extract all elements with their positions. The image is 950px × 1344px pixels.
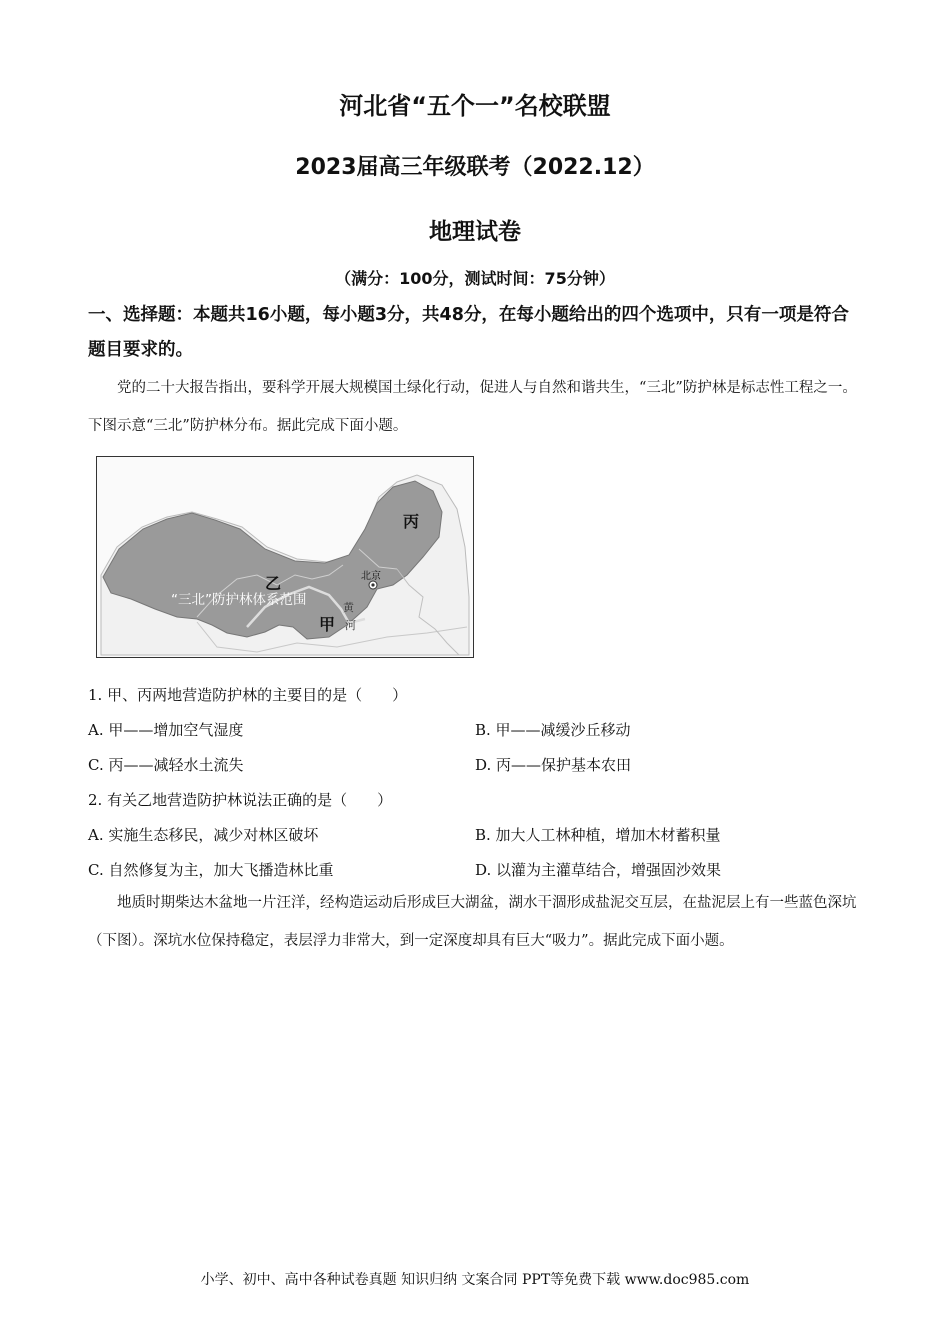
q1-option-d[interactable]: D. 丙——保护基本农田 (475, 756, 632, 774)
map-range-label: “三北”防护林体系范围 (171, 592, 307, 608)
q2-option-d[interactable]: D. 以灌为主灌草结合，增强固沙效果 (475, 861, 722, 879)
map-label-bing: 丙 (403, 512, 420, 531)
exam-title-line2: 2023届高三年级联考（2022.12） (295, 155, 655, 180)
q2-option-a[interactable]: A. 实施生态移民，减少对林区破坏 (88, 826, 319, 844)
q1-option-b[interactable]: B. 甲——减缓沙丘移动 (475, 721, 631, 739)
map-label-yi: 乙 (265, 574, 282, 593)
map-svg (97, 457, 473, 657)
map-label-beijing: 北京 (361, 571, 381, 582)
page-footer: 小学、初中、高中各种试卷真题 知识归纳 文案合同 PPT等免费下载 www.doc985.com (200, 1272, 750, 1288)
question-2-stem: 2. 有关乙地营造防护林说法正确的是（ ） (88, 791, 393, 809)
question-1-stem: 1. 甲、丙两地营造防护林的主要目的是（ ） (88, 686, 408, 704)
beijing-marker-dot (371, 583, 374, 586)
map-label-river-2: 河 (345, 619, 356, 632)
q1-option-a[interactable]: A. 甲——增加空气湿度 (88, 721, 244, 739)
q1-option-c[interactable]: C. 丙——减轻水土流失 (88, 756, 244, 774)
map-label-jia: 甲 (319, 615, 336, 634)
section-heading: 一、选择题：本题共16小题，每小题3分，共48分，在每小题给出的四个选项中，只有一项是符合题目要求的。 (88, 305, 849, 360)
map-figure (96, 456, 474, 658)
map-label-river-1: 黄 (343, 601, 354, 614)
exam-title-line1: 河北省“五个一”名校联盟 (339, 92, 611, 120)
q2-option-c[interactable]: C. 自然修复为主，加大飞播造林比重 (88, 861, 334, 879)
q2-option-b[interactable]: B. 加大人工林种植，增加木材蓄积量 (475, 826, 721, 844)
passage-2: 地质时期柴达木盆地一片汪洋，经构造运动后形成巨大湖盆，湖水干涸形成盐泥交互层，在盐泥层上有一些蓝色深坑（下图）。深坑水位保持稳定，表层浮力非常大，到一定深度却具有巨大“吸力”。据此完成下面小题。 (88, 895, 857, 949)
exam-subject-title: 地理试卷 (429, 219, 521, 245)
passage-1: 党的二十大报告指出，要科学开展大规模国土绿化行动，促进人与自然和谐共生，“三北”防护林是标志性工程之一。下图示意“三北”防护林分布。据此完成下面小题。 (88, 380, 857, 434)
score-note: （满分：100分，测试时间：75分钟） (335, 269, 615, 288)
